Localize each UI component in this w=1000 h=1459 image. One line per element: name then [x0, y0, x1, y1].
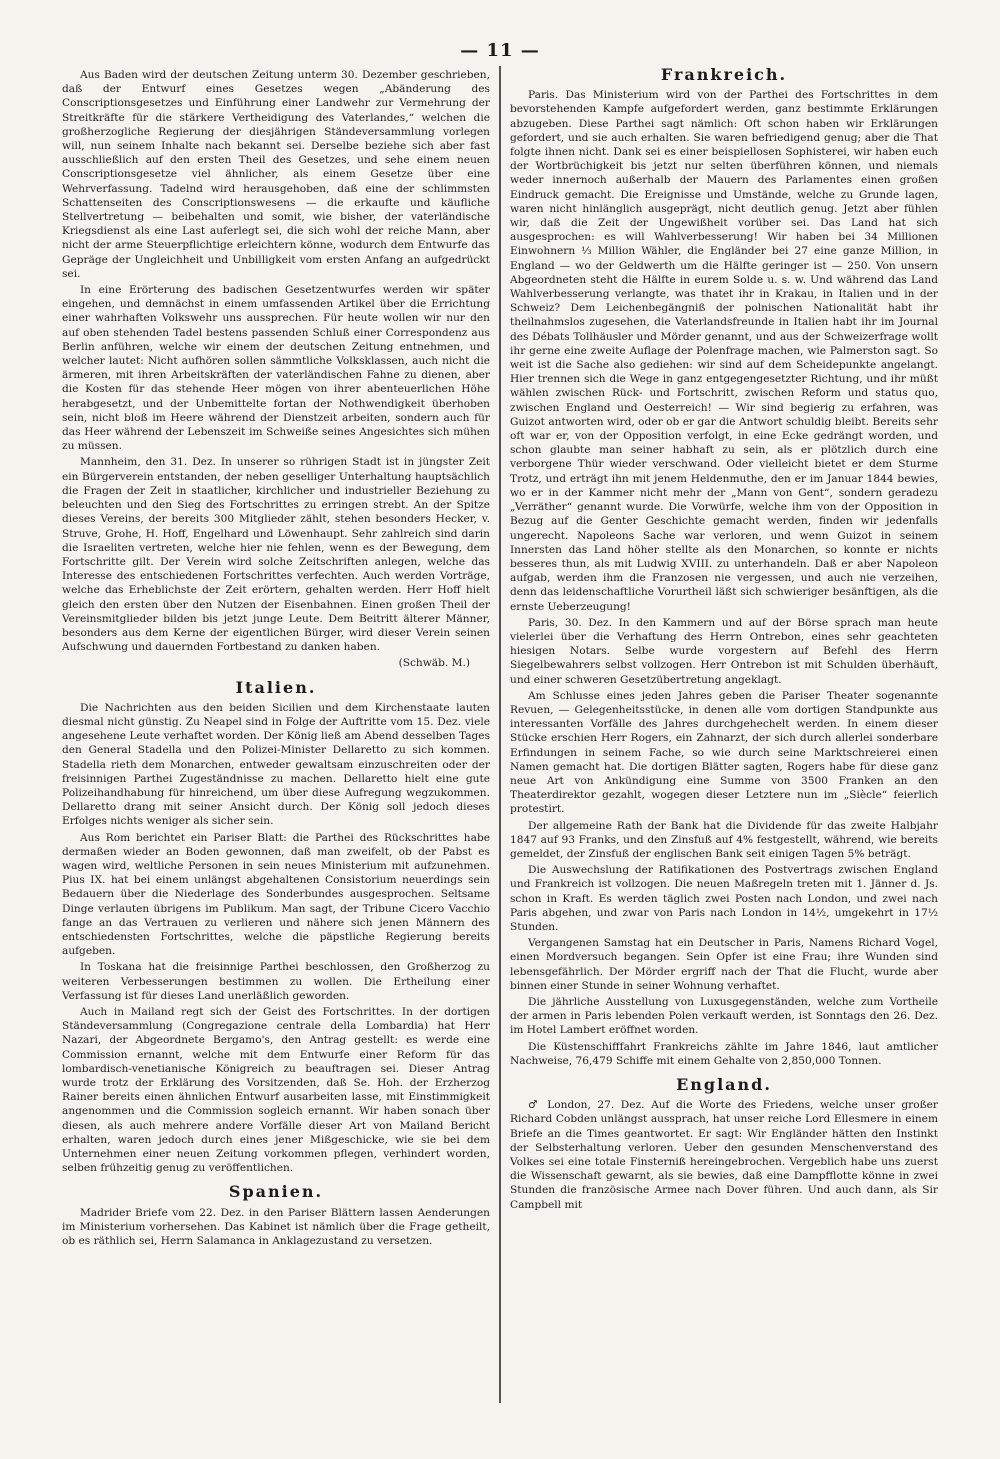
- right-column: [510, 68, 938, 1403]
- article-paris-post: Die Auswechslung der Ratifikationen des Postvertrags zwischen England und Frankreich ist vollzogen. Die neuen Maßregeln treten mit 1. Jänner d. Js. schon in Kraft. Es werden täglich zwei Posten nach London, und zwei nach Paris abgehen, und zwar von Paris nach London in 14½, umgekehrt in 17½ Stunden.: [510, 864, 938, 933]
- article-toskana: In Toskana hat die freisinnige Parthei beschlossen, den Großherzog zu weiteren Verbesserungen bestimmen zu wollen. Die Ertheilung einer Verfassung ist für dieses Land unerläßlich geworden.: [62, 961, 490, 1002]
- article-paris-ausstellung: Die jährliche Ausstellung von Luxusgegenständen, welche zum Vortheile der armen in Paris lebenden Polen verkauft werden, ist Sonntags den 26. Dez. im Hotel Lambert eröffnet worden.: [510, 996, 938, 1037]
- article-paris-vogel: Vergangenen Samstag hat ein Deutscher in Paris, Namens Richard Vogel, einen Mordversuch begangen. Sein Opfer ist eine Frau; ihre Wunden sind lebensgefährlich. Der Mörder ergriff nach der That die Flucht, wurde aber binnen einer Stunde in seiner Wohnung verhaftet.: [510, 937, 938, 992]
- article-sicilien: Die Nachrichten aus den beiden Sicilien und dem Kirchenstaate lauten diesmal nicht günstig. Zu Neapel sind in Folge der Auftritte vom 15. Dez. viele angesehene Leute verhaftet worden. Der König ließ am Abend desselben Tages den General Stadella und den Polizei-Minister Dellaretto zu sich kommen. Stadella rieth dem Monarchen, entweder gewaltsam einzuschreiten oder der freisinnigen Parthei Zugeständnisse zu machen. Dellaretto hielt eine gute Polizeihandhabung für hinreichend, um über diese Aufregung wegzukommen. Dellaretto drang mit seiner Ansicht durch. Der König soll jedoch dieses Erfolges nichts weniger als sicher sein.: [62, 701, 490, 828]
- article-mailand: Auch in Mailand regt sich der Geist des Fortschrittes. In der dortigen Ständeversammlung (Congregazione centrale della Lombardia) hat Herr Nazari, der Abgeordnete Bergamo's, den Antrag gestellt: es werde eine Commission ernannt, welche mit dem Entwurfe einer Reform für das lombardisch-venetianische Königreich zu beauftragen sei. Dieser Antrag wurde trotz der Erklärung des Vorsitzenden, daß Se. Hoh. der Erzherzog Rainer bereits einen ähnlichen Entwurf ausarbeiten lasse, mit Einstimmigkeit angenommen und die Commission sogleich ernannt. Wir haben sonach über diesen, als auch mehrere andere Vorfälle dieser Art von Mailand Bericht erhalten, waren jedoch durch eines jener Mißgeschicke, wie sie bei dem Unternehmen einer neuen Zeitung vorkommen pflegen, verhindert worden, selben frühzeitig genug zu veröffentlichen.: [62, 1006, 490, 1175]
- article-baden: Aus Baden wird der deutschen Zeitung unterm 30. Dezember geschrieben, daß der Entwurf eines Gesetzes wegen „Abänderung des Conscriptionsgesetzes und Einführung einer Landwehr zur Vermehrung der Streitkräfte für die stärkere Vertheidigung des Vaterlandes,“ welchen die großherzogliche Regierung der diesjährigen Ständeversammlung vorlegen will, nun seinem Inhalte nach bekannt sei. Derselbe beziehe sich aber fast ausschließlich auf den ersten Theil des Gesetzes, und sehe einem neuen Conscriptionsgesetze viel ähnlicher, als einem Gesetze über eine Wehrverfassung. Tadelnd wird herausgehoben, daß eine der schlimmsten Schattenseiten des Conscriptionswesens — die erkaufte und käufliche Stellvertretung — beibehalten und somit, wie bisher, der vaterländische Kriegsdienst als eine Last auferlegt sei, die sich wohl der reiche Mann, aber nicht der arme Steuerpflichtige erleichtern könne, wodurch dem Entwurfe das Gepräge der Ungleichheit und Unbilligkeit vom ersten Anfang an aufgedrückt sei.: [62, 69, 490, 280]
- left-column: [62, 68, 490, 1403]
- article-london: ♂ London, 27. Dez. Auf die Worte des Friedens, welche unser großer Richard Cobden unlängst aussprach, hat unser reiche Lord Ellesmere in einem Briefe an die Times geantwortet. Er sagt: Wir Engländer hätten den Instinkt der Selbsterhaltung verloren. Ueber den gesunden Menschenverstand des Volkes sei eine totale Finsterniß hereingebrochen. Vergeblich habe uns zuerst die Wissenschaft gewarnt, als sie bewies, daß eine Dampfflotte könne in zwei Stunden die französische Armee nach Dover führen. Und auch dann, als Sir Campbell mit: [510, 1099, 938, 1211]
- article-mannheim: Mannheim, den 31. Dez. In unserer so rührigen Stadt ist in jüngster Zeit ein Bürgerverein entstanden, der neben geselliger Unterhaltung hauptsächlich die Fragen der Zeit in staatlicher, kirchlicher und industrieller Beziehung zu beleuchten und den Sieg des Fortschrittes zu erringen strebt. An der Spitze dieses Vereins, der bereits 300 Mitglieder zählt, stehen besonders Hecker, v. Struve, Grohe, H. Hoff, Engelhard und Löwenhaupt. Sehr zahlreich sind darin die Israeliten vertreten, welche hier nie fehlen, wenn es der Bewegung, dem Fortschritte gilt. Der Verein wird solche Zeitschriften anlegen, welche das Interesse des entschiedenen Fortschrittes verfechten. Auch werden Vorträge, welche das Erheblichste der Zeit erörtern, gehalten werden. Herr Hoff hielt gleich den ersten über den Nutzen der Eisenbahnen. Einen großen Theil der Vereinsmitglieder bilden bis jetzt junge Leute. Dem Beitritt älterer Männer, besonders aus dem Kerne der eigentlichen Bürger, wird dieser Verein seinen Aufschwung und dauernden Fortbestand zu danken haben.: [62, 456, 490, 654]
- article-paris-theater: Am Schlusse eines jeden Jahres geben die Pariser Theater sogenannte Revuen, — Gelegenheitsstücke, in denen alle vom dortigen Standpunkte aus interessanten Vorfälle des Jahres durchgehechelt werden. In einem dieser Stücke erschien Herr Rogers, ein Zahnarzt, der sich durch allerlei sonderbare Erfindungen in seinem Fache, so wie durch seine Marktschreierei einen Namen gemacht hat. Die dortigen Blätter sagten, Rogers habe für diese ganz neue Art von Ankündigung eine Summe von 3500 Franken an den Theaterdirektor gezahlt, wogegen dieser Letztere nun im „Siècle“ feierlich protestirt.: [510, 689, 938, 816]
- column-divider: [499, 66, 501, 1403]
- section-heading-england: England.: [676, 1075, 772, 1095]
- section-heading-italien: Italien.: [235, 677, 317, 697]
- article-paris-schifffahrt: Die Küstenschifffahrt Frankreichs zählte im Jahre 1846, laut amtlicher Nachweise, 76,479 Schiffe mit einem Gehalte von 2,850,000 Tonnen.: [510, 1040, 938, 1067]
- article-paris-bank: Der allgemeine Rath der Bank hat die Dividende für das zweite Halbjahr 1847 auf 93 Franks, und den Zinsfuß auf 4% festgestellt, während, wie bereits gemeldet, der Zinsfuß der englischen Bank seit einigen Tagen 5% beträgt.: [510, 819, 938, 860]
- source-attribution: (Schwäb. M.): [398, 657, 470, 670]
- article-paris-ontrebon: Paris, 30. Dez. In den Kammern und auf der Börse sprach man heute vielerlei über die Verhaftung des Herrn Ontrebon, eines sehr geachteten hiesigen Notars. Selbe wurde vorgestern auf Befehl des Herrn Siegelbewahrers selbst vollzogen. Herr Ontrebon ist mit Schulden überhäuft, und einer schweren Gesetzübertretung angeklagt.: [510, 616, 938, 686]
- section-heading-spanien: Spanien.: [228, 1182, 324, 1202]
- article-madrid: Madrider Briefe vom 22. Dez. in den Pariser Blättern lassen Aenderungen im Ministerium vorhersehen. Das Kabinet ist nämlich über die Frage getheilt, ob es räthlich sei, Herrn Salamanca in Anklagezustand zu versetzen.: [62, 1206, 490, 1248]
- page-number: — 11 —: [460, 40, 540, 61]
- article-baden-commentary: In eine Erörterung des badischen Gesetzentwurfes werden wir später eingehen, und demnächst in einem umfassenden Artikel über die Errichtung einer wahrhaften Volkswehr uns aussprechen. Für heute wollen wir nur den auf oben stehenden Tadel bestens passenden Schluß einer Correspondenz aus Berlin anführen, welche wir einem der deutschen Zeitung entnehmen, und welcher lautet: Nicht aufhören sollen sämmtliche Volksklassen, auch nicht die ärmeren, mit ihren Arbeitskräften der vaterländischen Fahne zu dienen, aber die Kosten für das stehende Heer mögen von ihrer abenteuerlichen Höhe herabgesetzt, und der Unbemittelte fortan der Nothwendigkeit überhoben sein, nicht bloß im Heere während der Dienstzeit arbeiten, sondern auch für das Heer während der Lebenszeit im Schweiße seines Angesichtes sich mühen zu müssen.: [62, 284, 490, 453]
- article-rom: Aus Rom berichtet ein Pariser Blatt: die Parthei des Rückschrittes habe dermaßen wieder an Boden gewonnen, daß man zweifelt, ob der Pabst es wagen wird, weltliche Personen in sein neues Ministerium mit aufzunehmen. Pius IX. hat bei einem unlängst abgehaltenen Consistorium neuerdings sein Bedauern über die Niederlage des Sonderbundes ausgesprochen. Seltsame Dinge verlauten übrigens im Publikum. Man sagt, der Tribune Cicero Vacchio fange an das Vertrauen zu verlieren und nähere sich jenen Männern des entschiedensten Fortschrittes, welche die päpstliche Regierung bereits aufgeben.: [62, 831, 490, 958]
- section-heading-frankreich: Frankreich.: [660, 68, 788, 84]
- article-paris-ministerium: Paris. Das Ministerium wird von der Parthei des Fortschrittes in dem bevorstehenden Kampfe aufgefordert werden, ganz bestimmte Erklärungen abzugeben. Diese Parthei sagt nämlich: Oft schon haben wir Erklärungen gefordert, und sie auch erhalten. Sie waren befriedigend genug; aber die That folgte ihnen nicht. Dank sei es einer beispiellosen Sophisterei, wir haben euch der Wortbrüchigkeit bis jetzt nur selten überführen können, und niemals weder innernoch außerhalb der Mauern des Parlamentes einen großen Eindruck gemacht. Die Ereignisse und Umstände, welche zu Grunde lagen, waren nicht hinlänglich ausgeprägt, nicht deutlich genug. Jetzt aber fühlen wir, daß die Zeit der Ungewißheit vorüber sei. Das Land hat sich ausgesprochen: es will Wahlverbesserung! Wir haben bei 34 Millionen Einwohnern ⅓ Million Wähler, die Engländer bei 27 eine ganze Million, in England — wo der Geldwerth um die Hälfte geringer ist — 250. Von unsern Abgeordneten steht die Hälfte in eurem Solde u. s. w. Und während das Land Wahlverbesserung verlangte, was thatet ihr in Krakau, in Italien und in der Schweiz? Dem Leichenbegängniß der polnischen Nationalität habt ihr theilnahmslos zugesehen, die Vaterlandsfreunde in Italien habt ihr im Journal des Débats Tollhäusler und Mörder genannt, und aus der Schweizerfrage wollt ihr gerne eine zweite Auflage der Polenfrage machen, wie Palmerston sagt. So weit ist die Sache also gediehen: wir sind auf dem Scheidepunkte angelangt. Hier trennen sich die Wege in ganz entgegengesetzter Richtung, und ihr müßt wählen zwischen Rück- und Fortschritt, zwischen Reform und status quo, zwischen England und Oesterreich! — Wir sind begierig zu erfahren, was Guizot antworten wird, oder ob er gar die Antwort schuldig bleibt. Bereits sehr oft war er, von der Opposition verfolgt, in eine Ecke gedrängt worden, und schon glaubte man seiner habhaft zu sein, als er plötzlich durch eine verborgene Thür wieder verschwand. Oder vielleicht bietet er dem Sturme Trotz, und erträgt ihn mit jenem Heldenmuthe, den er im Januar 1844 bewies, wo er in der Kammer nicht mehr der „Mann von Gent“, sondern geradezu „Verräther“ genannt wurde. Die Vorwürfe, welche ihm von der Opposition in Bezug auf die Genter Geschichte gemacht werden, finden wir jedenfalls ungerecht. Napoleons Sache war verloren, und wenn Guizot in seinem Innersten das Land höher stellte als den Monarchen, so konnte er nichts besseres thun, als mit Ludwig XVIII. zu unterhandeln. Daß er aber Napoleon aufgab, werden ihm die Franzosen nie vergessen, und auch nie verzeihen, denn das leidenschaftliche Vorurtheil läßt sich schwieriger besänftigen, als die ernste Ueberzeugung!: [510, 89, 938, 613]
